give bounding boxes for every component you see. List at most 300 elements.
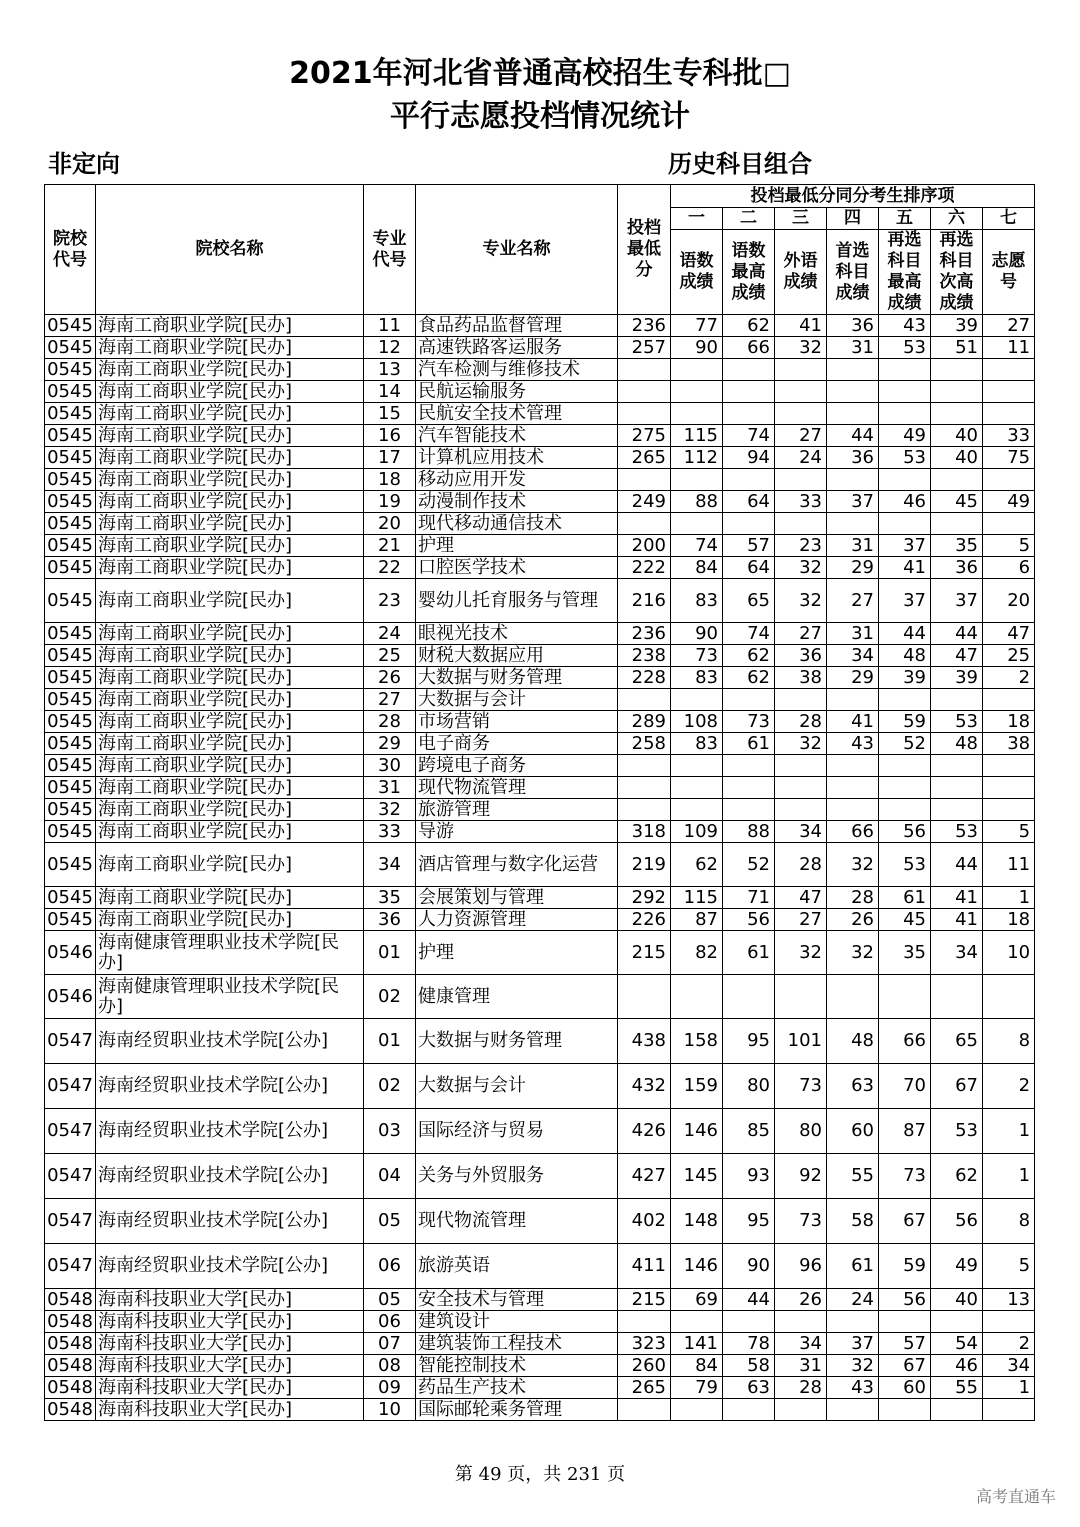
cell-elective-max-score xyxy=(879,359,931,381)
cell-foreign-language-score xyxy=(775,359,827,381)
cell-major-name: 安全技术与管理 xyxy=(416,1289,618,1311)
cell-elective-second-score: 35 xyxy=(931,535,983,557)
table-row xyxy=(45,1064,1035,1109)
cell-major-code: 17 xyxy=(364,447,416,469)
header-criterion-3: 外语成绩 xyxy=(775,230,827,315)
table-row xyxy=(45,623,1035,645)
cell-elective-second-score xyxy=(931,403,983,425)
cell-elective-max-score xyxy=(879,381,931,403)
table-row xyxy=(45,843,1035,887)
cell-elective-max-score: 53 xyxy=(879,843,931,887)
cell-major-code: 05 xyxy=(364,1199,416,1244)
cell-elective-max-score: 70 xyxy=(879,1064,931,1109)
cell-school-code: 0545 xyxy=(45,491,96,513)
cell-first-subject-score: 37 xyxy=(827,491,879,513)
cell-min-score xyxy=(618,975,671,1019)
cell-chinese-math-max-score xyxy=(723,403,775,425)
cell-major-name: 汽车检测与维修技术 xyxy=(416,359,618,381)
table-row xyxy=(45,755,1035,777)
cell-elective-max-score: 61 xyxy=(879,887,931,909)
cell-first-subject-score: 26 xyxy=(827,909,879,931)
cell-chinese-math-score xyxy=(671,1399,723,1421)
header-order-7: 七 xyxy=(983,208,1035,230)
table-row xyxy=(45,975,1035,1019)
cell-elective-max-score: 60 xyxy=(879,1377,931,1399)
cell-major-name: 关务与外贸服务 xyxy=(416,1154,618,1199)
header-criterion-4: 首选科目成绩 xyxy=(827,230,879,315)
cell-major-name: 口腔医学技术 xyxy=(416,557,618,579)
table-row xyxy=(45,689,1035,711)
cell-chinese-math-max-score: 58 xyxy=(723,1355,775,1377)
cell-elective-second-score: 49 xyxy=(931,1244,983,1289)
cell-foreign-language-score xyxy=(775,1399,827,1421)
cell-chinese-math-score: 115 xyxy=(671,425,723,447)
cell-first-subject-score: 63 xyxy=(827,1064,879,1109)
cell-first-subject-score: 32 xyxy=(827,1355,879,1377)
cell-first-subject-score: 48 xyxy=(827,1019,879,1064)
cell-first-subject-score: 31 xyxy=(827,623,879,645)
table-row xyxy=(45,359,1035,381)
cell-first-subject-score: 37 xyxy=(827,1333,879,1355)
cell-major-name: 导游 xyxy=(416,821,618,843)
cell-foreign-language-score xyxy=(775,975,827,1019)
cell-major-name: 电子商务 xyxy=(416,733,618,755)
cell-school-name: 海南工商职业学院[民办] xyxy=(96,359,364,381)
subtitle-left: 非定向 xyxy=(48,150,120,178)
cell-min-score: 258 xyxy=(618,733,671,755)
cell-preference-number xyxy=(983,975,1035,1019)
header-order-6: 六 xyxy=(931,208,983,230)
cell-elective-max-score: 73 xyxy=(879,1154,931,1199)
cell-major-code: 05 xyxy=(364,1289,416,1311)
cell-major-code: 27 xyxy=(364,689,416,711)
table-row xyxy=(45,513,1035,535)
cell-elective-max-score xyxy=(879,975,931,1019)
cell-elective-max-score: 59 xyxy=(879,711,931,733)
table-row xyxy=(45,469,1035,491)
cell-first-subject-score xyxy=(827,403,879,425)
cell-chinese-math-score: 148 xyxy=(671,1199,723,1244)
cell-elective-max-score xyxy=(879,689,931,711)
cell-first-subject-score xyxy=(827,755,879,777)
cell-elective-max-score: 53 xyxy=(879,337,931,359)
cell-min-score: 226 xyxy=(618,909,671,931)
cell-min-score: 236 xyxy=(618,623,671,645)
cell-major-name: 民航安全技术管理 xyxy=(416,403,618,425)
cell-major-code: 34 xyxy=(364,843,416,887)
cell-elective-max-score xyxy=(879,469,931,491)
cell-min-score xyxy=(618,513,671,535)
cell-school-name: 海南工商职业学院[民办] xyxy=(96,403,364,425)
cell-first-subject-score: 61 xyxy=(827,1244,879,1289)
cell-major-code: 02 xyxy=(364,1064,416,1109)
cell-min-score xyxy=(618,689,671,711)
cell-foreign-language-score: 27 xyxy=(775,909,827,931)
cell-first-subject-score: 43 xyxy=(827,1377,879,1399)
cell-first-subject-score: 43 xyxy=(827,733,879,755)
cell-chinese-math-score xyxy=(671,359,723,381)
table-row xyxy=(45,425,1035,447)
cell-major-name: 酒店管理与数字化运营 xyxy=(416,843,618,887)
cell-chinese-math-score xyxy=(671,689,723,711)
cell-min-score: 289 xyxy=(618,711,671,733)
cell-major-code: 32 xyxy=(364,799,416,821)
table-row xyxy=(45,1244,1035,1289)
cell-elective-max-score xyxy=(879,403,931,425)
cell-elective-second-score: 47 xyxy=(931,645,983,667)
cell-chinese-math-score xyxy=(671,755,723,777)
cell-chinese-math-max-score xyxy=(723,513,775,535)
cell-preference-number: 1 xyxy=(983,1154,1035,1199)
cell-min-score: 222 xyxy=(618,557,671,579)
cell-school-code: 0545 xyxy=(45,315,96,337)
cell-school-name: 海南经贸职业技术学院[公办] xyxy=(96,1154,364,1199)
cell-major-name: 高速铁路客运服务 xyxy=(416,337,618,359)
cell-foreign-language-score: 33 xyxy=(775,491,827,513)
cell-preference-number xyxy=(983,689,1035,711)
cell-school-name: 海南工商职业学院[民办] xyxy=(96,337,364,359)
cell-foreign-language-score: 73 xyxy=(775,1064,827,1109)
table-row xyxy=(45,1355,1035,1377)
cell-chinese-math-score xyxy=(671,469,723,491)
cell-school-code: 0548 xyxy=(45,1377,96,1399)
cell-major-name: 汽车智能技术 xyxy=(416,425,618,447)
cell-elective-second-score: 36 xyxy=(931,557,983,579)
cell-chinese-math-max-score xyxy=(723,755,775,777)
cell-major-code: 30 xyxy=(364,755,416,777)
cell-chinese-math-score: 115 xyxy=(671,887,723,909)
table-row xyxy=(45,733,1035,755)
cell-school-code: 0545 xyxy=(45,337,96,359)
cell-school-code: 0545 xyxy=(45,381,96,403)
cell-chinese-math-score: 90 xyxy=(671,623,723,645)
cell-chinese-math-max-score: 95 xyxy=(723,1019,775,1064)
cell-elective-second-score xyxy=(931,799,983,821)
cell-school-name: 海南工商职业学院[民办] xyxy=(96,777,364,799)
cell-min-score: 318 xyxy=(618,821,671,843)
page-title-line-1: 2021年河北省普通高校招生专科批□ xyxy=(289,56,791,91)
cell-chinese-math-score xyxy=(671,381,723,403)
cell-school-code: 0548 xyxy=(45,1399,96,1421)
table-row xyxy=(45,1199,1035,1244)
cell-school-name: 海南工商职业学院[民办] xyxy=(96,755,364,777)
cell-major-name: 旅游英语 xyxy=(416,1244,618,1289)
cell-foreign-language-score: 92 xyxy=(775,1154,827,1199)
cell-elective-max-score: 48 xyxy=(879,645,931,667)
cell-elective-second-score: 40 xyxy=(931,447,983,469)
cell-elective-max-score xyxy=(879,513,931,535)
cell-chinese-math-max-score: 71 xyxy=(723,887,775,909)
cell-school-code: 0545 xyxy=(45,447,96,469)
cell-elective-second-score: 37 xyxy=(931,579,983,623)
cell-chinese-math-max-score: 74 xyxy=(723,623,775,645)
cell-major-name: 大数据与财务管理 xyxy=(416,667,618,689)
cell-school-name: 海南科技职业大学[民办] xyxy=(96,1289,364,1311)
cell-min-score xyxy=(618,469,671,491)
cell-min-score: 238 xyxy=(618,645,671,667)
cell-chinese-math-score: 84 xyxy=(671,557,723,579)
cell-first-subject-score xyxy=(827,975,879,1019)
cell-school-code: 0547 xyxy=(45,1199,96,1244)
cell-preference-number: 8 xyxy=(983,1019,1035,1064)
cell-major-code: 03 xyxy=(364,1109,416,1154)
cell-min-score: 323 xyxy=(618,1333,671,1355)
table-row xyxy=(45,381,1035,403)
cell-school-name: 海南健康管理职业技术学院[民办] xyxy=(96,931,364,975)
cell-school-code: 0547 xyxy=(45,1064,96,1109)
table-row xyxy=(45,931,1035,975)
table-body xyxy=(45,315,1035,1421)
cell-first-subject-score: 44 xyxy=(827,425,879,447)
cell-major-name: 国际邮轮乘务管理 xyxy=(416,1399,618,1421)
cell-major-name: 国际经济与贸易 xyxy=(416,1109,618,1154)
cell-chinese-math-max-score xyxy=(723,1311,775,1333)
subtitle-right: 历史科目组合 xyxy=(668,150,812,178)
header-criterion-7: 志愿号 xyxy=(983,230,1035,315)
cell-elective-max-score xyxy=(879,1311,931,1333)
cell-school-name: 海南经贸职业技术学院[公办] xyxy=(96,1244,364,1289)
cell-elective-max-score: 44 xyxy=(879,623,931,645)
cell-foreign-language-score: 38 xyxy=(775,667,827,689)
cell-major-code: 28 xyxy=(364,711,416,733)
cell-first-subject-score xyxy=(827,689,879,711)
cell-elective-second-score: 53 xyxy=(931,821,983,843)
cell-preference-number: 1 xyxy=(983,1109,1035,1154)
cell-chinese-math-score: 82 xyxy=(671,931,723,975)
cell-elective-max-score: 49 xyxy=(879,425,931,447)
cell-elective-second-score: 40 xyxy=(931,425,983,447)
cell-major-code: 08 xyxy=(364,1355,416,1377)
cell-elective-max-score: 45 xyxy=(879,909,931,931)
cell-min-score xyxy=(618,755,671,777)
cell-foreign-language-score: 28 xyxy=(775,1377,827,1399)
cell-school-code: 0547 xyxy=(45,1109,96,1154)
cell-major-code: 22 xyxy=(364,557,416,579)
cell-chinese-math-score: 112 xyxy=(671,447,723,469)
cell-elective-max-score: 52 xyxy=(879,733,931,755)
cell-chinese-math-score: 83 xyxy=(671,733,723,755)
cell-chinese-math-max-score: 90 xyxy=(723,1244,775,1289)
cell-min-score xyxy=(618,403,671,425)
cell-foreign-language-score: 41 xyxy=(775,315,827,337)
cell-min-score: 249 xyxy=(618,491,671,513)
cell-school-code: 0545 xyxy=(45,777,96,799)
cell-school-name: 海南经贸职业技术学院[公办] xyxy=(96,1109,364,1154)
cell-school-name: 海南科技职业大学[民办] xyxy=(96,1377,364,1399)
cell-preference-number xyxy=(983,777,1035,799)
cell-chinese-math-max-score: 65 xyxy=(723,579,775,623)
header-school-name: 院校名称 xyxy=(96,185,364,315)
cell-chinese-math-max-score xyxy=(723,777,775,799)
cell-preference-number: 47 xyxy=(983,623,1035,645)
cell-preference-number: 2 xyxy=(983,1064,1035,1109)
cell-preference-number: 49 xyxy=(983,491,1035,513)
cell-major-code: 25 xyxy=(364,645,416,667)
cell-major-code: 20 xyxy=(364,513,416,535)
cell-school-code: 0545 xyxy=(45,887,96,909)
cell-elective-max-score: 41 xyxy=(879,557,931,579)
watermark: 高考直通车 xyxy=(975,1487,1056,1506)
cell-chinese-math-max-score: 95 xyxy=(723,1199,775,1244)
cell-school-name: 海南工商职业学院[民办] xyxy=(96,733,364,755)
cell-school-name: 海南工商职业学院[民办] xyxy=(96,425,364,447)
table-row xyxy=(45,535,1035,557)
cell-school-code: 0545 xyxy=(45,711,96,733)
cell-preference-number: 5 xyxy=(983,821,1035,843)
cell-major-name: 大数据与会计 xyxy=(416,689,618,711)
cell-foreign-language-score: 32 xyxy=(775,733,827,755)
cell-min-score: 275 xyxy=(618,425,671,447)
cell-min-score: 215 xyxy=(618,1289,671,1311)
table-row xyxy=(45,1377,1035,1399)
cell-major-name: 现代物流管理 xyxy=(416,777,618,799)
cell-elective-second-score: 53 xyxy=(931,711,983,733)
header-criterion-6: 再选科目次高成绩 xyxy=(931,230,983,315)
cell-first-subject-score: 60 xyxy=(827,1109,879,1154)
cell-elective-max-score: 56 xyxy=(879,821,931,843)
cell-chinese-math-score: 74 xyxy=(671,535,723,557)
cell-chinese-math-max-score: 64 xyxy=(723,491,775,513)
header-order-4: 四 xyxy=(827,208,879,230)
cell-school-code: 0546 xyxy=(45,931,96,975)
cell-major-code: 24 xyxy=(364,623,416,645)
cell-elective-second-score: 62 xyxy=(931,1154,983,1199)
cell-foreign-language-score: 101 xyxy=(775,1019,827,1064)
cell-major-name: 建筑设计 xyxy=(416,1311,618,1333)
cell-min-score: 265 xyxy=(618,1377,671,1399)
cell-elective-second-score xyxy=(931,1311,983,1333)
cell-school-name: 海南科技职业大学[民办] xyxy=(96,1355,364,1377)
cell-major-name: 动漫制作技术 xyxy=(416,491,618,513)
cell-major-code: 19 xyxy=(364,491,416,513)
cell-chinese-math-max-score: 64 xyxy=(723,557,775,579)
cell-major-code: 21 xyxy=(364,535,416,557)
cell-major-code: 10 xyxy=(364,1399,416,1421)
cell-preference-number: 75 xyxy=(983,447,1035,469)
cell-chinese-math-max-score: 62 xyxy=(723,645,775,667)
cell-min-score: 265 xyxy=(618,447,671,469)
cell-foreign-language-score xyxy=(775,381,827,403)
cell-major-code: 16 xyxy=(364,425,416,447)
cell-elective-second-score xyxy=(931,513,983,535)
cell-major-code: 04 xyxy=(364,1154,416,1199)
table-row xyxy=(45,1154,1035,1199)
cell-first-subject-score: 36 xyxy=(827,447,879,469)
cell-chinese-math-max-score: 56 xyxy=(723,909,775,931)
cell-major-name: 财税大数据应用 xyxy=(416,645,618,667)
cell-elective-second-score: 39 xyxy=(931,667,983,689)
cell-major-name: 药品生产技术 xyxy=(416,1377,618,1399)
header-min-score: 投档最低分 xyxy=(618,185,671,315)
cell-foreign-language-score: 23 xyxy=(775,535,827,557)
header-order-5: 五 xyxy=(879,208,931,230)
table-row xyxy=(45,777,1035,799)
cell-chinese-math-max-score: 73 xyxy=(723,711,775,733)
cell-foreign-language-score: 32 xyxy=(775,931,827,975)
cell-elective-second-score xyxy=(931,755,983,777)
cell-school-name: 海南工商职业学院[民办] xyxy=(96,557,364,579)
page-title-line-2: 平行志愿投档情况统计 xyxy=(390,99,690,134)
cell-min-score: 216 xyxy=(618,579,671,623)
cell-chinese-math-max-score xyxy=(723,975,775,1019)
table-row xyxy=(45,1333,1035,1355)
cell-elective-max-score: 66 xyxy=(879,1019,931,1064)
cell-school-name: 海南工商职业学院[民办] xyxy=(96,667,364,689)
cell-first-subject-score xyxy=(827,777,879,799)
cell-major-code: 12 xyxy=(364,337,416,359)
cell-foreign-language-score xyxy=(775,755,827,777)
cell-min-score: 215 xyxy=(618,931,671,975)
cell-first-subject-score xyxy=(827,381,879,403)
cell-foreign-language-score: 32 xyxy=(775,557,827,579)
cell-elective-max-score: 67 xyxy=(879,1355,931,1377)
cell-first-subject-score xyxy=(827,513,879,535)
cell-school-code: 0547 xyxy=(45,1019,96,1064)
cell-elective-second-score: 56 xyxy=(931,1199,983,1244)
cell-first-subject-score: 29 xyxy=(827,557,879,579)
cell-elective-second-score: 34 xyxy=(931,931,983,975)
cell-elective-max-score xyxy=(879,799,931,821)
cell-chinese-math-max-score xyxy=(723,359,775,381)
cell-major-name: 大数据与财务管理 xyxy=(416,1019,618,1064)
header-criterion-1: 语数成绩 xyxy=(671,230,723,315)
cell-first-subject-score: 55 xyxy=(827,1154,879,1199)
cell-school-code: 0545 xyxy=(45,821,96,843)
cell-first-subject-score: 34 xyxy=(827,645,879,667)
cell-foreign-language-score xyxy=(775,513,827,535)
cell-chinese-math-score: 90 xyxy=(671,337,723,359)
cell-elective-second-score: 51 xyxy=(931,337,983,359)
cell-major-code: 07 xyxy=(364,1333,416,1355)
cell-preference-number: 11 xyxy=(983,337,1035,359)
cell-school-code: 0547 xyxy=(45,1154,96,1199)
cell-school-name: 海南科技职业大学[民办] xyxy=(96,1399,364,1421)
cell-elective-max-score: 43 xyxy=(879,315,931,337)
cell-first-subject-score: 24 xyxy=(827,1289,879,1311)
cell-school-name: 海南工商职业学院[民办] xyxy=(96,887,364,909)
cell-school-code: 0545 xyxy=(45,403,96,425)
table-row xyxy=(45,799,1035,821)
cell-elective-second-score: 67 xyxy=(931,1064,983,1109)
cell-chinese-math-max-score xyxy=(723,1399,775,1421)
cell-school-code: 0545 xyxy=(45,425,96,447)
cell-major-code: 13 xyxy=(364,359,416,381)
cell-school-code: 0545 xyxy=(45,359,96,381)
cell-preference-number: 8 xyxy=(983,1199,1035,1244)
cell-major-code: 35 xyxy=(364,887,416,909)
cell-chinese-math-score xyxy=(671,1311,723,1333)
cell-min-score: 228 xyxy=(618,667,671,689)
cell-elective-max-score: 53 xyxy=(879,447,931,469)
table-row xyxy=(45,645,1035,667)
cell-chinese-math-max-score: 80 xyxy=(723,1064,775,1109)
cell-preference-number xyxy=(983,1399,1035,1421)
table-row xyxy=(45,447,1035,469)
cell-first-subject-score: 31 xyxy=(827,535,879,557)
cell-min-score: 426 xyxy=(618,1109,671,1154)
cell-major-name: 计算机应用技术 xyxy=(416,447,618,469)
cell-chinese-math-max-score xyxy=(723,689,775,711)
cell-min-score: 200 xyxy=(618,535,671,557)
table-row xyxy=(45,667,1035,689)
cell-preference-number xyxy=(983,755,1035,777)
cell-school-name: 海南工商职业学院[民办] xyxy=(96,909,364,931)
cell-major-code: 18 xyxy=(364,469,416,491)
cell-min-score: 432 xyxy=(618,1064,671,1109)
cell-major-name: 市场营销 xyxy=(416,711,618,733)
cell-chinese-math-max-score: 85 xyxy=(723,1109,775,1154)
cell-chinese-math-score xyxy=(671,777,723,799)
